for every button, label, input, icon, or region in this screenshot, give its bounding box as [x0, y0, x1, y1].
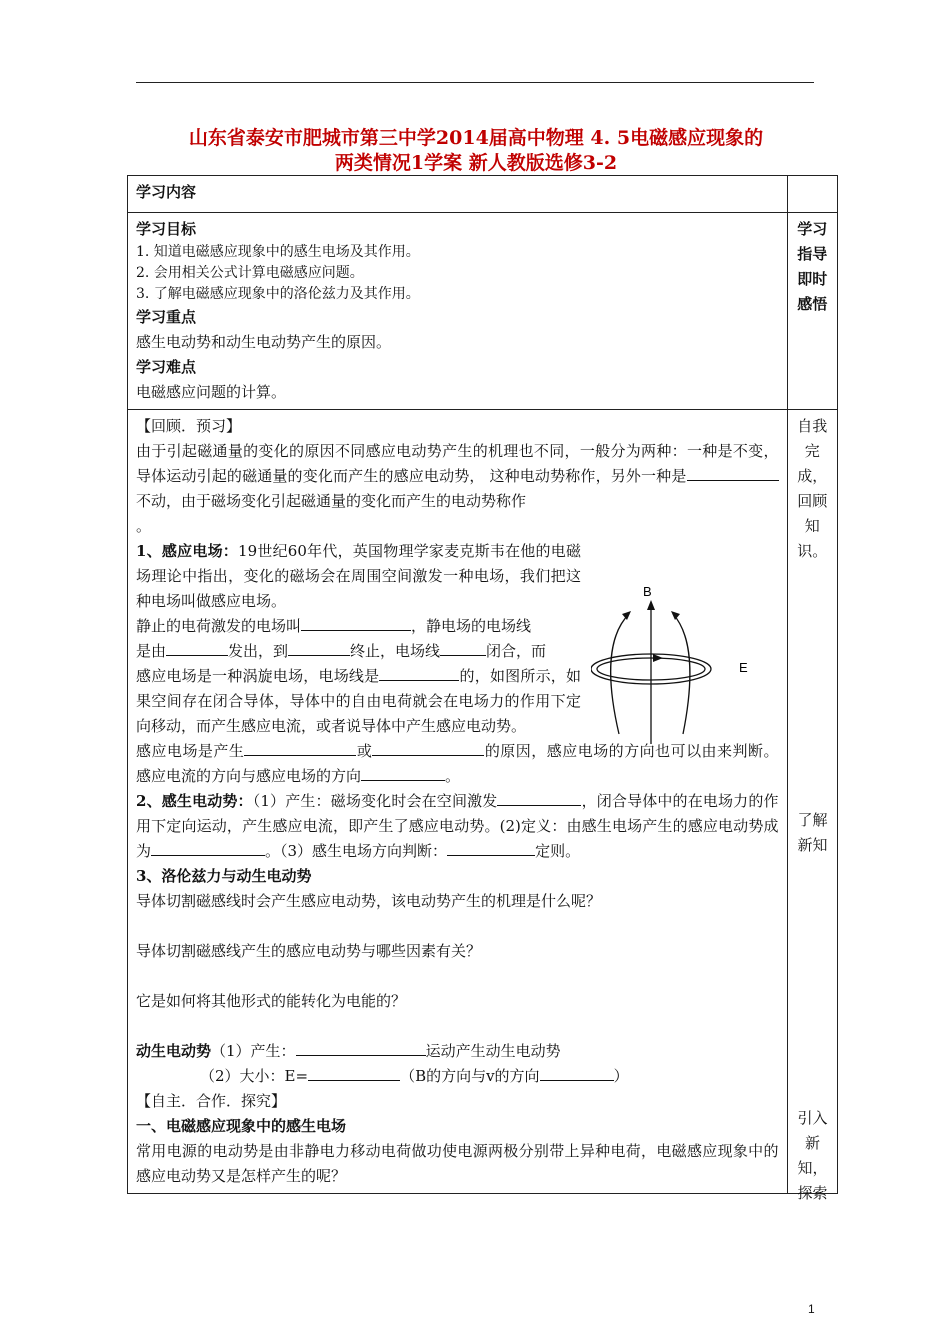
question-3: 它是如何将其他形式的能转化为电能的？	[136, 992, 407, 1010]
text-run: 19世纪60年代，英国物理学家麦克斯韦在他的电磁场理论中指出，变化的磁场会在周围空间激发一种电场，我们把这种电场叫做感应电场。	[136, 542, 581, 610]
side-text: 感悟	[797, 295, 828, 313]
header-row	[128, 176, 838, 213]
difficulty-heading: 学习难点	[136, 358, 197, 376]
section-label: 1、感应电场：	[136, 542, 239, 560]
side-text: 指导	[797, 245, 828, 263]
arrow-left	[622, 611, 631, 620]
text-run: ，另外一种是	[595, 467, 687, 485]
induced-field-diagram	[591, 564, 791, 764]
field-line-left	[611, 614, 629, 734]
side-text: 新	[804, 1134, 820, 1152]
text-run: 。（3）感生电场方向判断：	[265, 842, 448, 860]
objectives-heading: 学习目标	[136, 220, 197, 238]
text-run: （1）产生：	[211, 1042, 296, 1060]
text-run: 感应电场是产生	[136, 742, 245, 760]
blank-line	[308, 1064, 400, 1081]
explore-text: 常用电源的电动势是由非静电力移动电荷做功使电源两极分别带上异种电荷，电磁感应现象中的感应电动势又是怎样产生的呢？	[136, 1142, 779, 1185]
text-run: 是由	[136, 642, 167, 660]
side-text: 识。	[797, 542, 828, 560]
blank-line	[687, 464, 779, 481]
side-text: 回顾	[797, 492, 828, 510]
section-label: 2、感生电动势：	[136, 792, 253, 810]
blank-line	[447, 839, 535, 856]
text-run: 不动，由于磁场变化引起磁通量的变化而产生的电动势称作	[136, 492, 527, 510]
text-run: （2）大小：E=	[200, 1067, 309, 1085]
objective-3: 3. 了解电磁感应现象中的洛伦兹力及其作用。	[136, 286, 420, 302]
objectives-side-cell	[787, 213, 838, 410]
side-label-guide	[791, 217, 835, 317]
label-b: B	[643, 584, 652, 599]
review-side-cell	[787, 410, 838, 1202]
text-run: 的，如图所示，如果空间存在闭合导体，导体中的自由电荷就会在电场力的作用下定向移动，而产生感应电流，或者说导体中产生感应电动势。	[136, 667, 581, 735]
text-run: 运动产生动生电动势	[425, 1042, 561, 1060]
difficulty-text: 电磁感应问题的计算。	[136, 383, 287, 401]
text-run: 的原因，感应电场的方向也可以由来判断。感应电流的方向与感应电场的方向	[136, 742, 779, 785]
text-run: 静止的电荷激发的电场叫	[136, 617, 302, 635]
section-label: 动生电动势	[136, 1042, 212, 1060]
text-run: ）	[613, 1067, 629, 1085]
text-run: 由于引起磁通量的变化的原因不同感应电动势产生的机理也不同，一般分为两种：一种是不变， 导体运动引起的磁通量的变化而产生的感应电动势， 这种电动势称作	[136, 442, 779, 485]
arrow-center	[647, 600, 655, 610]
document-title	[130, 126, 822, 176]
text-run: 终止，电场线	[350, 642, 441, 660]
blank-line	[166, 639, 228, 656]
side-text: 自我	[797, 417, 828, 435]
key-heading: 学习重点	[136, 308, 197, 326]
arrow-loop	[653, 654, 663, 662]
side-text: 知	[804, 517, 820, 535]
text-run: 发出，到	[228, 642, 289, 660]
objective-1: 1. 知道电磁感应现象中的感生电场及其作用。	[136, 244, 420, 260]
header-cell	[128, 176, 788, 213]
text-run: 定则。	[535, 842, 581, 860]
review-cell	[128, 410, 788, 1194]
side-text: 学习	[797, 220, 828, 238]
side-note-new	[788, 808, 838, 858]
side-text: 新知	[797, 836, 828, 854]
blank-line	[372, 739, 484, 756]
arrow-right	[671, 611, 680, 620]
blank-line	[301, 614, 411, 631]
text-run: ，静电场的电场线	[411, 617, 532, 635]
blank-line	[361, 764, 445, 781]
side-text: 引入	[797, 1109, 828, 1127]
header-side-cell	[787, 176, 838, 213]
question-1: 导体切割磁感线时会产生感应电动势，该电动势产生的机理是什么呢？	[136, 892, 602, 910]
review-heading: 【回顾．预习】	[136, 417, 242, 435]
explore-heading: 【自主．合作．探究】	[136, 1092, 287, 1110]
text-run: 闭合，而	[486, 642, 547, 660]
lorentz-heading: 3、洛伦兹力与动生电动势	[136, 867, 312, 885]
induced-emf-section	[136, 789, 779, 864]
review-row	[128, 410, 838, 1194]
blank-line	[296, 1039, 426, 1056]
objectives-cell	[128, 213, 788, 410]
field-line-right	[673, 614, 690, 734]
header-rule	[136, 82, 814, 83]
side-text: 了解	[797, 811, 828, 829]
text-run: 或	[356, 742, 373, 760]
question-2: 导体切割磁感线产生的感应电动势与哪些因素有关？	[136, 942, 482, 960]
blank-line	[288, 639, 350, 656]
review-paragraph	[136, 439, 779, 539]
blank-line	[497, 789, 581, 806]
induced-field-section	[136, 539, 779, 739]
motional-emf-line-2	[136, 1064, 779, 1089]
title-line-2: 两类情况1学案 新人教版选修3-2	[334, 152, 618, 174]
motional-emf-line-1	[136, 1039, 779, 1064]
explore-subheading: 一、电磁感应现象中的感生电场	[136, 1117, 347, 1135]
side-text: 完	[804, 442, 820, 460]
text-run: 。	[136, 517, 152, 535]
text-run: （1）产生：磁场变化时会在空间激发	[252, 792, 498, 810]
text-run: 感应电场是一种涡旋电场，电场线是	[136, 667, 380, 685]
study-table	[127, 175, 838, 1202]
page-number: 1	[808, 1302, 815, 1316]
side-note-review	[791, 414, 835, 564]
side-text: 成，	[797, 467, 828, 485]
text-run: 。	[445, 767, 461, 785]
blank-line	[151, 839, 265, 856]
objective-2: 2. 会用相关公式计算电磁感应问题。	[136, 265, 364, 281]
blank-line	[244, 739, 356, 756]
blank-line	[379, 664, 459, 681]
side-text: 探索	[797, 1184, 828, 1202]
title-line-1: 山东省泰安市肥城市第三中学2014届高中物理 4. 5电磁感应现象的	[188, 127, 764, 149]
induced-field-text	[136, 539, 581, 739]
text-run: ，闭合导体中的在电场力的作用下定向运动，产生感应电流，即产生了感应电动势。(2)定义：由感生电场产生的感应电动势成为	[136, 792, 779, 860]
side-text: 即时	[797, 270, 828, 288]
text-run: （B的方向与v的方向	[400, 1067, 540, 1085]
objectives-row	[128, 213, 838, 410]
blank-line	[440, 639, 486, 656]
blank-line	[540, 1064, 614, 1081]
key-text: 感生电动势和动生电动势产生的原因。	[136, 333, 392, 351]
header-text: 学习内容	[136, 183, 197, 201]
side-text: 知，	[797, 1159, 828, 1177]
label-e: E	[739, 660, 748, 675]
side-note-explore	[788, 1106, 838, 1206]
